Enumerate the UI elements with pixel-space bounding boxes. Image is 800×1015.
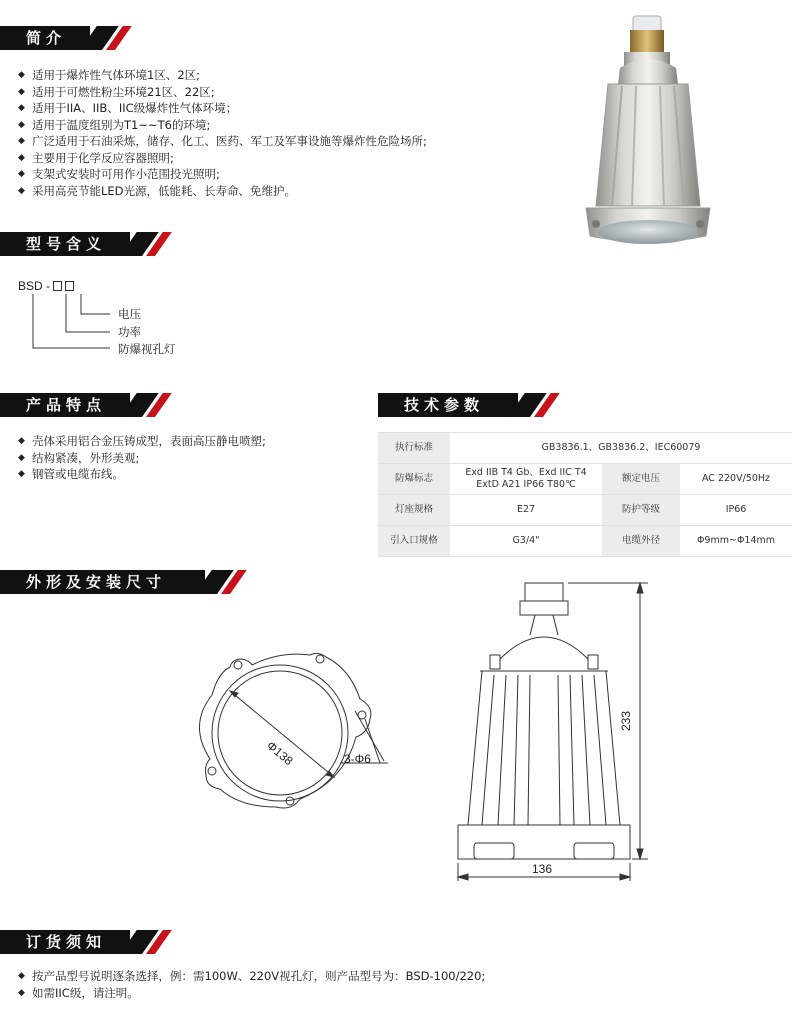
table-row <box>378 464 792 495</box>
dimension-drawings <box>160 575 660 885</box>
list-item: ◆ 壳体采用铝合金压铸成型，表面高压静电喷塑; <box>18 433 266 450</box>
list-item: ◆ 结构紧凑，外形美观; <box>18 450 266 467</box>
placeholder-box <box>53 281 62 291</box>
section-title: 技术参数 <box>404 396 485 414</box>
list-item: ◆ 适用于温度组别为T1~~T6的环境; <box>18 117 427 134</box>
param-label: 灯座规格 <box>378 495 450 526</box>
param-label: 执行标准 <box>378 433 450 464</box>
list-item: ◆ 适用于爆炸性气体环境1区、2区; <box>18 67 427 84</box>
param-value <box>450 464 602 495</box>
side-view-drawing <box>458 583 648 881</box>
legend-type: 防爆视孔灯 <box>118 342 176 356</box>
table-row <box>378 526 792 557</box>
holes-label: 3-Φ6 <box>344 752 371 766</box>
list-item: ◆ 广泛适用于石油采炼，储存、化工、医药、军工及军事设施等爆炸性危险场所; <box>18 133 427 150</box>
param-value-line: ExtD A21 IP66 T80℃ <box>476 479 576 490</box>
param-value: AC 220V/50Hz <box>680 464 792 495</box>
param-label: 防爆标志 <box>378 464 450 495</box>
list-item: ◆ 主要用于化学反应容器照明; <box>18 150 427 167</box>
params-table <box>378 432 792 557</box>
width-label: 136 <box>532 862 553 876</box>
param-value-line: Exd IIB T4 Gb、Exd IIC T4 <box>465 467 587 478</box>
param-label: 防护等级 <box>602 495 680 526</box>
section-title: 外形及安装尺寸 <box>26 573 167 591</box>
list-item: ◆ 适用于IIA、IIB、IIC级爆炸性气体环境； <box>18 100 427 117</box>
param-value: G3/4" <box>450 526 602 557</box>
intro-list <box>18 67 427 199</box>
list-item: ◆ 如需IIC级，请注明。 <box>18 985 485 1002</box>
legend-power: 功率 <box>118 325 141 339</box>
model-code <box>18 279 74 293</box>
param-value: E27 <box>450 495 602 526</box>
section-title: 简介 <box>26 29 67 47</box>
model-legend-lines <box>30 292 120 354</box>
height-label: 233 <box>619 710 633 731</box>
table-row <box>378 495 792 526</box>
list-item: ◆ 钢管或电缆布线。 <box>18 466 266 483</box>
diameter-label: Φ138 <box>263 738 296 769</box>
product-photo <box>582 10 714 252</box>
model-prefix: BSD - <box>18 279 51 293</box>
param-label: 额定电压 <box>602 464 680 495</box>
table-row <box>378 433 792 464</box>
legend-voltage: 电压 <box>118 307 141 321</box>
features-list <box>18 433 266 483</box>
section-header-features <box>0 393 160 417</box>
list-item: ◆ 按产品型号说明逐条选择，例：需100W、220V视孔灯，则产品型号为：BSD-100/220; <box>18 968 485 985</box>
placeholder-box <box>65 281 74 291</box>
param-value: IP66 <box>680 495 792 526</box>
param-value: GB3836.1、GB3836.2、IEC60079 <box>450 433 792 464</box>
list-item: ◆ 适用于可燃性粉尘环境21区、22区; <box>18 84 427 101</box>
section-header-params <box>378 393 548 417</box>
param-label: 电缆外径 <box>602 526 680 557</box>
section-header-model <box>0 232 160 256</box>
section-title: 订货须知 <box>26 933 107 951</box>
section-title: 产品特点 <box>26 396 107 414</box>
list-item: ◆ 支架式安装时可用作小范围投光照明; <box>18 166 427 183</box>
order-list <box>18 968 485 1001</box>
section-title: 型号含义 <box>26 235 107 253</box>
section-header-order <box>0 930 160 954</box>
section-header-intro <box>0 26 120 50</box>
param-label: 引入口规格 <box>378 526 450 557</box>
top-view-drawing <box>199 653 388 808</box>
param-value: Φ9mm~Φ14mm <box>680 526 792 557</box>
list-item: ◆ 采用高亮节能LED光源，低能耗、长寿命、免维护。 <box>18 183 427 200</box>
